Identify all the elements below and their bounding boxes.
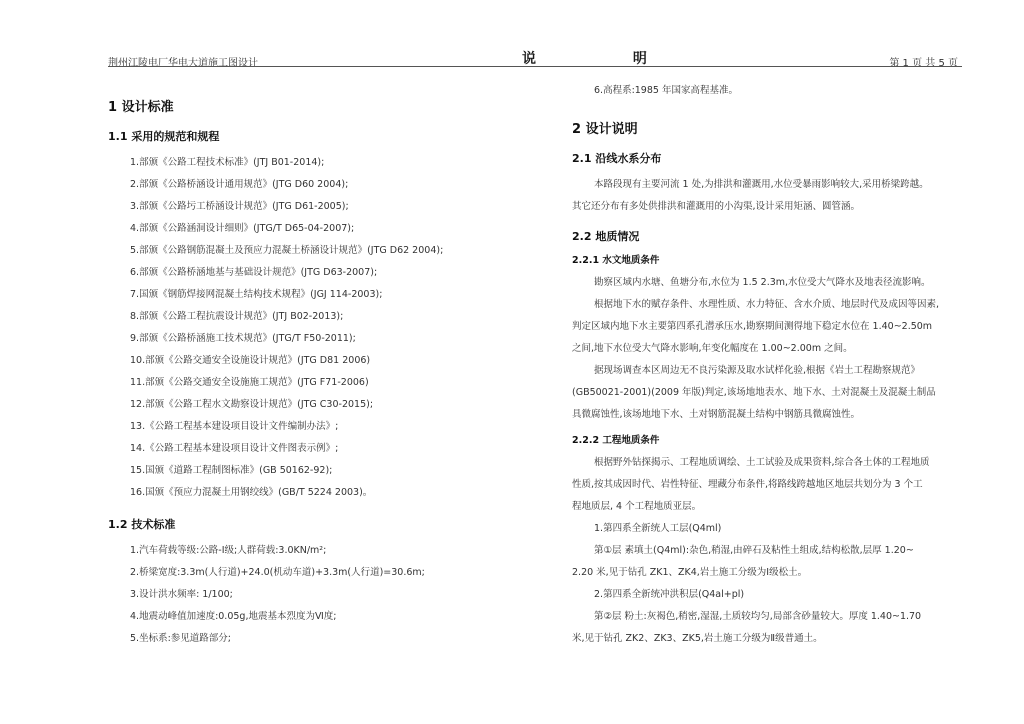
tech-item: 2.桥梁宽度:3.3m(人行道)+24.0(机动车道)+3.3m(人行道)=30.6m; [130, 567, 425, 578]
paragraph-line: 1.第四系全新统人工层(Q4ml) [594, 523, 722, 534]
project-title: 荆州江陵电厂华电大道施工图设计 [108, 58, 258, 69]
standard-item: 15.国颁《道路工程制图标准》(GB 50162-92); [130, 465, 333, 476]
document-title: 说 明 [522, 51, 693, 67]
standard-item: 1.部颁《公路工程技术标准》(JTJ B01-2014); [130, 157, 325, 168]
paragraph-line: 根据地下水的赋存条件、水理性质、水力特征、含水介质、地层时代及成因等因素, [594, 299, 940, 310]
standard-item: 7.国颁《钢筋焊接网混凝土结构技术规程》(JGJ 114-2003); [130, 289, 383, 300]
standard-item: 4.部颁《公路涵洞设计细则》(JTG/T D65-04-2007); [130, 223, 355, 234]
standard-item: 5.部颁《公路钢筋混凝土及预应力混凝土桥涵设计规范》(JTG D62 2004); [130, 245, 444, 256]
section-2-1-title: 2.1 沿线水系分布 [572, 152, 662, 165]
page-number: 第 1 页 共 5 页 [889, 58, 958, 69]
standard-item: 13.《公路工程基本建设项目设计文件编制办法》; [130, 421, 339, 432]
paragraph-line: 本路段现有主要河流 1 处,为排洪和灌溉用,水位受暴雨影响较大,采用桥梁跨越。 [594, 179, 929, 190]
standard-item: 16.国颁《预应力混凝土用钢绞线》(GB/T 5224 2003)。 [130, 487, 373, 498]
paragraph-line: (GB50021-2001)(2009 年版)判定,该场地地表水、地下水、土对混凝土及混凝土制品 [572, 387, 936, 398]
tech-item: 1.汽车荷载等级:公路-Ⅰ级;人群荷载:3.0KN/m²; [130, 545, 327, 556]
standard-item: 9.部颁《公路桥涵施工技术规范》(JTG/T F50-2011); [130, 333, 356, 344]
paragraph-line: 程地质层, 4 个工程地质亚层。 [572, 501, 702, 512]
standard-item: 2.部颁《公路桥涵设计通用规范》(JTG D60 2004); [130, 179, 349, 190]
section-1-2-title: 1.2 技术标准 [108, 518, 176, 531]
standard-item: 11.部颁《公路交通安全设施施工规范》(JTG F71-2006) [130, 377, 369, 388]
section-2-title: 2 设计说明 [572, 122, 638, 137]
standard-item: 12.部颁《公路工程水文勘察设计规范》(JTG C30-2015); [130, 399, 374, 410]
standard-item: 3.部颁《公路圬工桥涵设计规范》(JTG D61-2005); [130, 201, 349, 212]
page-header [108, 44, 962, 69]
paragraph-line: 根据野外钻探揭示、工程地质调绘、土工试验及成果资料,综合各土体的工程地质 [594, 457, 930, 468]
paragraph-line: 判定区域内地下水主要第四系孔潜承压水,勘察期间测得地下稳定水位在 1.40~2.50m [572, 321, 933, 332]
paragraph-line: 2.20 米,见于钻孔 ZK1、ZK4,岩土施工分级为Ⅰ级松土。 [572, 567, 808, 578]
paragraph-line: 第①层 素填土(Q4ml):杂色,稍湿,由碎石及粘性土组成,结构松散,层厚 1.20~ [594, 545, 914, 556]
paragraph-line: 之间,地下水位受大气降水影响,年变化幅度在 1.00~2.00m 之间。 [572, 343, 853, 354]
standard-item: 8.部颁《公路工程抗震设计规范》(JTJ B02-2013); [130, 311, 344, 322]
paragraph-line: 具微腐蚀性,该场地地下水、土对钢筋混凝土结构中钢筋具微腐蚀性。 [572, 409, 861, 420]
section-2-2-1-title: 2.2.1 水文地质条件 [572, 255, 660, 266]
paragraph-line: 米,见于钻孔 ZK2、ZK3、ZK5,岩土施工分级为Ⅱ级普通土。 [572, 633, 823, 644]
paragraph-line: 第②层 粉土:灰褐色,稍密,湿湿,土质较均匀,局部含砂量较大。厚度 1.40~1.70 [594, 611, 922, 622]
standard-item: 6.部颁《公路桥涵地基与基础设计规范》(JTG D63-2007); [130, 267, 378, 278]
section-2-2-title: 2.2 地质情况 [572, 230, 640, 243]
tech-item: 4.地震动峰值加速度:0.05g,地震基本烈度为Ⅵ度; [130, 611, 337, 622]
section-1-title: 1 设计标准 [108, 100, 174, 115]
tech-item-6: 6.高程系:1985 年国家高程基准。 [594, 85, 738, 96]
tech-item: 5.坐标系:参见道路部分; [130, 633, 231, 644]
standard-item: 14.《公路工程基本建设项目设计文件图表示例》; [130, 443, 339, 454]
section-1-1-title: 1.1 采用的规范和规程 [108, 130, 220, 143]
paragraph-line: 2.第四系全新统冲洪积层(Q4al+pl) [594, 589, 745, 600]
tech-item: 3.设计洪水频率: 1/100; [130, 589, 233, 600]
standard-item: 10.部颁《公路交通安全设施设计规范》(JTG D81 2006) [130, 355, 371, 366]
header-rule [108, 66, 962, 67]
paragraph-line: 勘察区域内水塘、鱼塘分布,水位为 1.5 2.3m,水位受大气降水及地表径流影响。 [594, 277, 931, 288]
paragraph-line: 其它还分布有多处供排洪和灌溉用的小沟渠,设计采用矩涵、圆管涵。 [572, 201, 861, 212]
paragraph-line: 性质,按其成因时代、岩性特征、埋藏分布条件,将路线跨越地区地层共划分为 3 个工 [572, 479, 923, 490]
paragraph-line: 据现场调查本区周边无不良污染源及取水试样化验,根据《岩土工程勘察规范》 [594, 365, 921, 376]
section-2-2-2-title: 2.2.2 工程地质条件 [572, 435, 660, 446]
